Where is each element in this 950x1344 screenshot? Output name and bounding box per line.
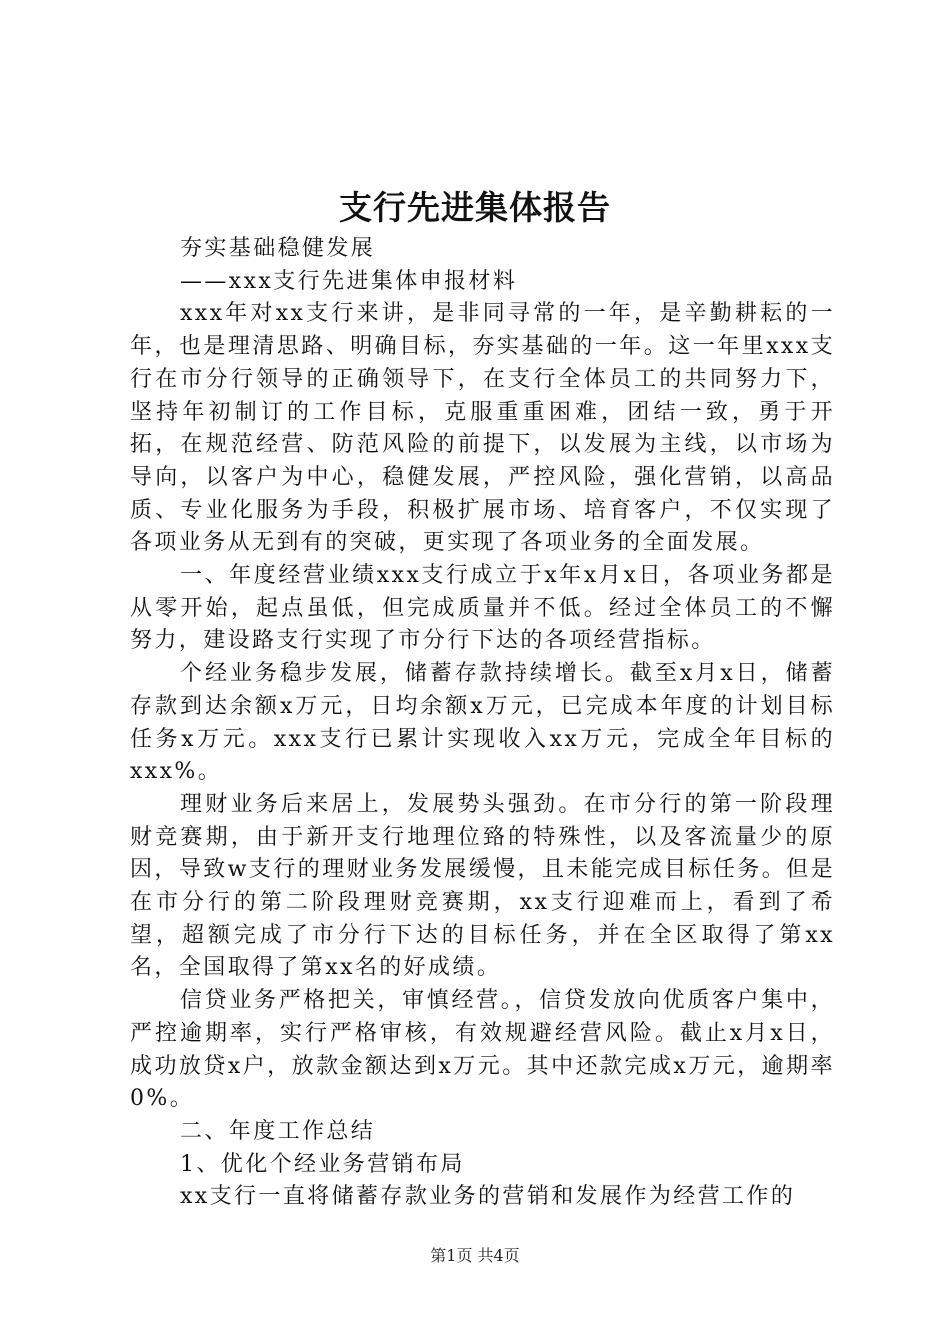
document-title: 支行先进集体报告 bbox=[339, 188, 611, 227]
body-paragraph: 一、年度经营业绩xxx支行成立于x年x月x日，各项业务都是从零开始，起点虽低，但完成质量并不低。经过全体员工的不懈努力，建设路支行实现了市分行下达的各项经营指标。 bbox=[130, 563, 835, 654]
body-paragraph: 信贷业务严格把关，审慎经营。，信贷发放向优质客户集中，严控逾期率，实行严格审核，有效规避经营风险。截止x月x日，成功放贷x户，放款金额达到x万元。其中还款完成x万元，逾期率0%。 bbox=[130, 988, 835, 1112]
body-paragraph: 理财业务后来居上，发展势头强劲。在市分行的第一阶段理财竞赛期，由于新开支行地理位臵的特殊性，以及客流量少的原因，导致w支行的理财业务发展缓慢，且未能完成目标任务。但是在市分行的第二阶段理财竞赛期，xx支行迎难而上，看到了希望，超额完成了市分行下达的目标任务，并在全区取得了第xx名，全国取得了第xx名的好成绩。 bbox=[130, 791, 835, 981]
section-heading: 二、年度工作总结 bbox=[180, 1118, 376, 1144]
subtitle-line: 夯实基础稳健发展 bbox=[180, 236, 376, 261]
body-paragraph: xx支行一直将储蓄存款业务的营销和发展作为经营工作的 bbox=[180, 1184, 796, 1210]
body-paragraph: 个经业务稳步发展，储蓄存款持续增长。截至x月x日，储蓄存款到达余额x万元，日均余额x万元，已完成本年度的计划目标任务x万元。xxx支行已累计实现收入xx万元，完成全年目标的xxx%。 bbox=[130, 661, 835, 785]
subsection-heading: 1、优化个经业务营销布局 bbox=[180, 1151, 465, 1177]
subtitle-line: ——xxx支行先进集体申报材料 bbox=[180, 268, 518, 294]
body-paragraph: xxx年对xx支行来讲，是非同寻常的一年，是辛勤耕耘的一年，也是理清思路、明确目标，夯实基础的一年。这一年里xxx支行在市分行领导的正确领导下，在支行全体员工的共同努力下，坚持年初制订的工作目标，克服重重困难，团结一致，勇于开拓，在规范经营、防范风险的前提下，以发展为主线，以市场为导向，以客户为中心，稳健发展，严控风险，强化营销，以高品质、专业化服务为手段，积极扩展市场、培育客户，不仅实现了各项业务从无到有的突破，更实现了各项业务的全面发展。 bbox=[130, 301, 835, 556]
page-number-footer: 第1页 共4页 bbox=[430, 1246, 520, 1265]
document-body bbox=[130, 233, 835, 1214]
